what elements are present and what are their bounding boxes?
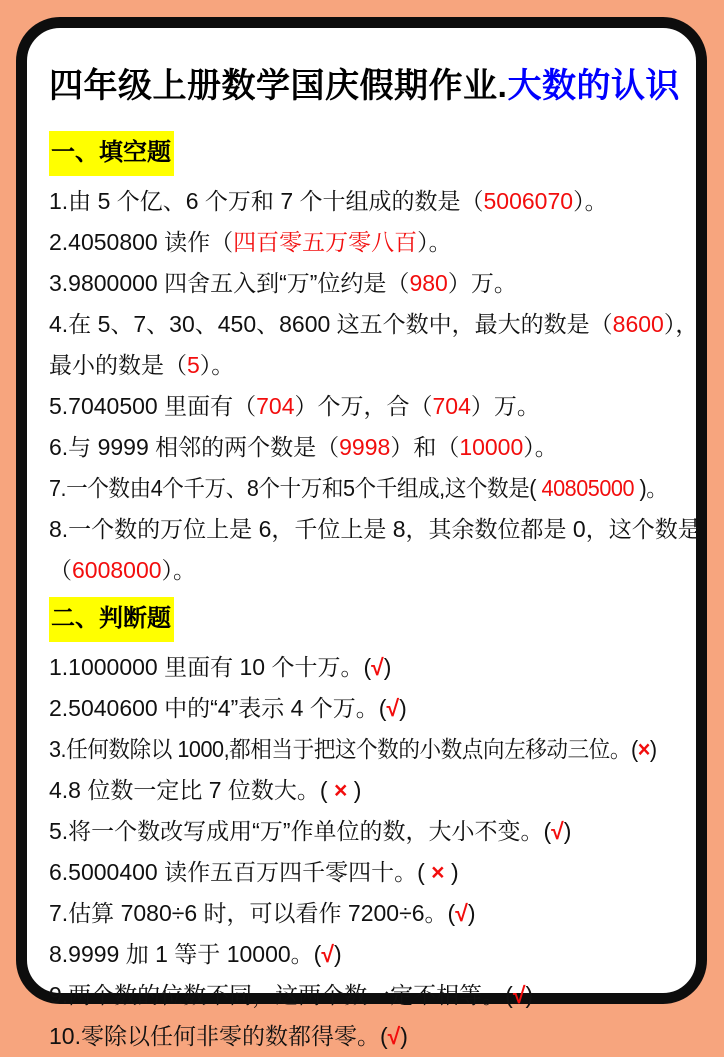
answer-cross-mark: ×: [333, 777, 348, 803]
title-topic: 大数的认识: [507, 67, 680, 105]
worksheet-page: [27, 28, 701, 1057]
question-text: ）。: [573, 188, 608, 214]
worksheet-frame: [16, 17, 707, 1049]
question-line: [49, 509, 701, 550]
question-text: 6.5000400 读作五百万四千零四十。(: [49, 859, 432, 885]
question-line: [49, 688, 672, 729]
question-text: ): [525, 982, 534, 1008]
answer-text: 704: [256, 393, 295, 419]
answer-text: 980: [409, 270, 448, 296]
question-text: 1.由 5 个亿、6 个万和 7 个十组成的数是（: [49, 188, 484, 214]
question-text: 3.任何数除以 1000,都相当于把这个数的小数点向左移动三位。(: [49, 736, 638, 762]
question-text: 2.4050800 读作（: [49, 229, 234, 255]
question-line: [49, 770, 672, 811]
question-text: 5.7040500 里面有（: [49, 393, 257, 419]
question-text: ）。: [161, 557, 197, 583]
page-title: [49, 58, 680, 107]
question-line: [49, 386, 672, 427]
answer-check-mark: √: [551, 818, 564, 844]
section-heading-true-false: 二、判断题: [49, 597, 174, 642]
question-text: 2.5040600 中的“4”表示 4 个万。(: [49, 695, 387, 721]
question-text: ）。: [417, 229, 452, 255]
section2-heading-row: [49, 591, 672, 647]
question-line: [49, 468, 668, 509]
answer-text: 704: [432, 393, 471, 419]
question-line: [49, 181, 672, 222]
answer-cross-mark: ×: [431, 859, 445, 885]
answer-check-mark: √: [371, 654, 384, 680]
question-line: [49, 852, 672, 893]
question-text: ): [399, 695, 407, 721]
question-text: ): [333, 941, 342, 967]
question-text: 7.估算 7080÷6 时，可以看作 7200÷6。(: [49, 900, 456, 926]
question-text: 10.零除以任何非零的数都得零。(: [49, 1023, 388, 1049]
question-line: [49, 304, 699, 345]
question-line: [49, 263, 672, 304]
question-line: [49, 975, 672, 1016]
question-text: ）。: [199, 352, 235, 378]
question-line: [49, 222, 672, 263]
question-text: 6.与 9999 相邻的两个数是（: [49, 434, 340, 460]
question-text: 4.8 位数一定比 7 位数大。(: [49, 777, 334, 803]
question-text: 9.两个数的位数不同，这两个数一定不相等。(: [49, 982, 513, 1008]
question-line: [49, 811, 672, 852]
question-line: [49, 1016, 672, 1057]
question-text: ): [649, 736, 657, 762]
answer-text: 40805000: [541, 475, 635, 501]
question-text: )。: [634, 475, 668, 501]
question-line: [49, 345, 672, 386]
question-text: ）万。: [470, 393, 540, 419]
question-text: 8.一个数的万位上是 6，千位上是 8，其余数位都是 0，这个数是: [49, 516, 701, 542]
question-text: 5.将一个数改写成用“万”作单位的数，大小不变。(: [49, 818, 552, 844]
question-text: 1.1000000 里面有 10 个十万。(: [49, 654, 372, 680]
question-line: [49, 550, 672, 591]
question-text: ): [467, 900, 476, 926]
answer-check-mark: √: [387, 1023, 401, 1049]
answer-check-mark: √: [386, 695, 400, 721]
question-text: ）和（: [390, 434, 460, 460]
answer-text: 四百零五万零八百: [233, 229, 418, 255]
answer-text: 6008000: [72, 557, 162, 583]
question-line: [49, 647, 672, 688]
question-text: ）个万，合（: [294, 393, 433, 419]
question-text: ): [400, 1023, 408, 1049]
answer-text: 5: [187, 352, 200, 378]
question-text: ): [347, 777, 362, 803]
question-text: ）。: [523, 434, 558, 460]
answer-text: 8600: [612, 311, 664, 337]
question-text: ），: [663, 311, 699, 337]
answer-text: 5006070: [483, 188, 574, 214]
question-line: [49, 729, 657, 770]
question-line: [49, 893, 672, 934]
question-text: ）万。: [447, 270, 517, 296]
answer-check-mark: √: [455, 900, 468, 926]
question-text: （: [49, 557, 72, 583]
answer-check-mark: √: [321, 941, 334, 967]
section1-heading-row: [49, 125, 672, 181]
title-main: 四年级上册数学国庆假期作业.: [49, 67, 508, 105]
question-text: ): [383, 654, 392, 680]
question-text: 3.9800000 四舍五入到“万”位约是（: [49, 270, 410, 296]
answer-text: 9998: [339, 434, 391, 460]
answer-check-mark: √: [512, 982, 526, 1008]
question-text: 4.在 5、7、30、450、8600 这五个数中，最大的数是（: [49, 311, 613, 337]
question-line: [49, 934, 672, 975]
answer-text: 10000: [459, 434, 524, 460]
section-heading-fill-in: 一、填空题: [49, 131, 174, 176]
question-text: ): [444, 859, 459, 885]
question-text: 8.9999 加 1 等于 10000。(: [49, 941, 322, 967]
answer-cross-mark: ×: [637, 736, 650, 762]
question-text: 最小的数是（: [49, 352, 187, 378]
question-text: ): [563, 818, 572, 844]
question-line: [49, 427, 672, 468]
question-text: 7.一个数由4个千万、8个十万和5个千组成,这个数是(: [49, 475, 542, 501]
